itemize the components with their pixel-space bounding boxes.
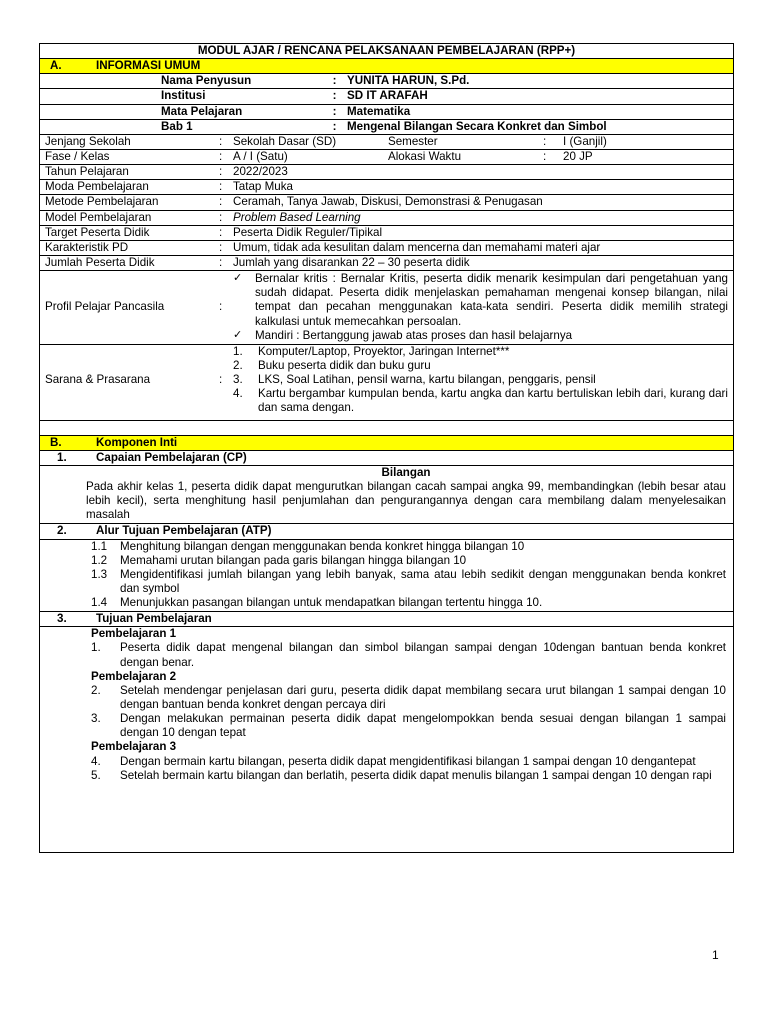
info-label: Model Pembelajaran (45, 210, 152, 224)
section-a-number: A. (50, 59, 62, 73)
info-label-2: Semester (388, 134, 438, 148)
info-value: Umum, tidak ada kesulitan dalam mencerna dan memahami materi ajar (233, 240, 601, 254)
tp-item-text: Dengan bermain kartu bilangan, peserta didik dapat mengidentifikasi bilangan 1 sampai dengan 10 dengantepat (120, 754, 696, 768)
info-value: Problem Based Learning (233, 210, 361, 224)
atp-item-text: Memahami urutan bilangan pada garis bilangan hingga bilangan 10 (120, 553, 467, 567)
sarana-colon: : (219, 373, 223, 387)
identity-colon: : (332, 74, 337, 88)
tp-item (91, 641, 726, 669)
check-icon: ✓ (233, 272, 243, 285)
atp-item (91, 568, 726, 596)
sarana-item (233, 359, 728, 373)
info-row-jumlah (40, 255, 734, 270)
info-colon: : (219, 195, 223, 209)
atp-item-number: 1.2 (91, 553, 108, 567)
rpp-table (39, 43, 734, 853)
tp-item-number: 1. (91, 641, 101, 655)
sarana-item-number: 3. (233, 373, 243, 387)
info-label: Karakteristik PD (45, 240, 129, 254)
tp-list (91, 641, 726, 669)
tp-list (91, 684, 726, 741)
identity-colon: : (332, 104, 337, 118)
tp-body (40, 627, 734, 853)
section-b-number: B. (50, 435, 62, 449)
tp-item (91, 769, 726, 783)
cp-header (40, 450, 734, 465)
section-b-label: Komponen Inti (96, 435, 178, 449)
sarana-list (233, 345, 728, 416)
tp-group-title: Pembelajaran 2 (91, 669, 177, 683)
tp-item (91, 712, 726, 740)
sarana-item (233, 373, 728, 387)
atp-item-text: Menunjukkan pasangan bilangan untuk mendapatkan bilangan tertentu hingga 10. (120, 596, 543, 610)
identity-value: Matematika (347, 104, 411, 118)
info-value: Tatap Muka (233, 180, 293, 194)
info-value: Sekolah Dasar (SD) (233, 134, 337, 148)
tp-item-number: 2. (91, 683, 101, 697)
tp-item-text: Setelah mendengar penjelasan dari guru, peserta didik dapat membilang secara urut bilangan 1 sampai dengan 10 dengan bantuan benda konkret dengan percaya diri (120, 683, 726, 712)
atp-item (91, 540, 726, 554)
identity-row (40, 74, 734, 89)
tp-item (91, 684, 726, 712)
identity-colon: : (332, 119, 337, 133)
atp-item-text: Menghitung bilangan dengan menggunakan benda konkret hingga bilangan 10 (120, 539, 525, 553)
info-value: A / I (Satu) (233, 149, 288, 163)
info-row-moda (40, 180, 734, 195)
profil-colon: : (219, 300, 223, 314)
info-row-tahun (40, 165, 734, 180)
atp-item-text: Mengidentifikasi jumlah bilangan yang lebih banyak, sama atau lebih sedikit dengan menggunakan benda konkret dan symbol (120, 567, 726, 595)
identity-value: SD IT ARAFAH (347, 89, 428, 103)
info-value: 2022/2023 (233, 165, 288, 179)
info-colon: : (219, 240, 223, 254)
tp-group-title: Pembelajaran 1 (91, 627, 177, 641)
profil-list (233, 272, 728, 343)
info-colon: : (219, 180, 223, 194)
identity-row (40, 89, 734, 104)
info-colon: : (219, 255, 223, 269)
cp-text: Pada akhir kelas 1, peserta didik dapat mengurutkan bilangan cacah sampai angka 99, membandingkan (lebih besar atau lebih kecil), serta menghitung hasil penjumlahan dan pengurangannya dengan cara membilang dalam menyelesaikan masalah (86, 479, 726, 522)
identity-label: Institusi (161, 89, 206, 103)
info-label: Metode Pembelajaran (45, 195, 159, 209)
info-row-metode (40, 195, 734, 210)
identity-row (40, 119, 734, 134)
sarana-item (233, 387, 728, 415)
section-a-header (40, 59, 734, 74)
tp-number: 3. (57, 612, 67, 626)
atp-item (91, 554, 726, 568)
info-label: Target Peserta Didik (45, 225, 150, 239)
info-row-karakter (40, 240, 734, 255)
identity-label: Nama Penyusun (161, 74, 252, 88)
sarana-item (233, 345, 728, 359)
profil-item-text: Bernalar kritis : Bernalar Kritis, peserta didik menarik kesimpulan dari pengetahuan yang sudah didapat. Peserta didik menjelaskan pemahaman mengenai konsep bilangan, nilai tempat dan pecahan menggunakan kata-kata sendiri. Peserta didik memilih strategi kalkulasi untuk memecahkan persoalan. (255, 272, 728, 328)
info-row-target (40, 225, 734, 240)
info-value-2: 20 JP (563, 149, 593, 163)
tp-item-number: 3. (91, 712, 101, 726)
identity-row (40, 104, 734, 119)
title-row (40, 44, 734, 59)
info-label-2: Alokasi Waktu (388, 149, 462, 163)
tp-item-text: Dengan melakukan permainan peserta didik dapat mengelompokkan benda sesuai dengan bilangan 1 sampai dengan 10 dengan tepat (120, 712, 726, 740)
info-label: Moda Pembelajaran (45, 180, 149, 194)
profil-item (233, 272, 728, 329)
check-icon: ✓ (233, 328, 243, 341)
profil-item (233, 329, 728, 343)
identity-value: YUNITA HARUN, S.Pd. (347, 74, 470, 88)
info-colon: : (219, 210, 223, 224)
info-label: Jenjang Sekolah (45, 134, 131, 148)
document-title: MODUL AJAR / RENCANA PELAKSANAAN PEMBELAJARAN (RPP+) (40, 44, 734, 59)
info-colon: : (219, 165, 223, 179)
sarana-item-text: Buku peserta didik dan buku guru (258, 358, 431, 372)
sarana-item-number: 2. (233, 358, 243, 372)
profil-row (40, 271, 734, 345)
sarana-item-number: 1. (233, 344, 243, 358)
page-number: 1 (712, 948, 719, 962)
info-label: Fase / Kelas (45, 149, 110, 163)
info-colon: : (219, 134, 223, 148)
section-b-header (40, 435, 734, 450)
tp-item-text: Peserta didik dapat mengenal bilangan dan simbol bilangan sampai dengan 10dengan bantuan benda konkret dengan benar. (120, 641, 726, 669)
info-label: Tahun Pelajaran (45, 165, 129, 179)
cp-subtitle: Bilangan (381, 465, 431, 479)
tp-label: Tujuan Pembelajaran (96, 612, 212, 626)
identity-value: Mengenal Bilangan Secara Konkret dan Simbol (347, 119, 607, 133)
section-a-label: INFORMASI UMUM (96, 59, 201, 73)
profil-label: Profil Pelajar Pancasila (45, 300, 165, 314)
identity-label: Mata Pelajaran (161, 104, 243, 118)
tp-header (40, 612, 734, 627)
info-value: Ceramah, Tanya Jawab, Diskusi, Demonstrasi & Penugasan (233, 195, 543, 209)
atp-item-number: 1.1 (91, 539, 108, 553)
info-colon: : (219, 225, 223, 239)
info-row-jenjang (40, 134, 734, 149)
atp-body (40, 539, 734, 612)
rpp-document (39, 43, 734, 853)
spacer-row (40, 420, 734, 435)
tp-item-text: Setelah bermain kartu bilangan dan berlatih, peserta didik dapat menulis bilangan 1 sampai dengan 10 dengan rapi (120, 768, 712, 782)
tp-item-number: 4. (91, 754, 101, 768)
tp-group-title: Pembelajaran 3 (91, 740, 177, 754)
info-value: Peserta Didik Reguler/Tipikal (233, 225, 383, 239)
sarana-item-text: Komputer/Laptop, Proyektor, Jaringan Internet*** (258, 344, 510, 358)
sarana-item-number: 4. (233, 387, 243, 401)
sarana-item-text: LKS, Soal Latihan, pensil warna, kartu bilangan, penggaris, pensil (258, 373, 596, 387)
info-label: Jumlah Peserta Didik (45, 255, 155, 269)
sarana-item-text: Kartu bergambar kumpulan benda, kartu angka dan kartu bertuliskan lebih dari, kurang dari dan sama dengan. (258, 387, 728, 415)
atp-item-number: 1.4 (91, 596, 108, 610)
cp-label: Capaian Pembelajaran (CP) (96, 450, 247, 464)
atp-number: 2. (57, 524, 67, 538)
info-row-model (40, 210, 734, 225)
info-value-2: I (Ganjil) (563, 134, 607, 148)
info-row-fase (40, 149, 734, 164)
atp-list (91, 540, 726, 611)
profil-item-text: Mandiri : Bertanggung jawab atas proses dan hasil belajarnya (255, 328, 573, 342)
atp-item-number: 1.3 (91, 567, 108, 581)
cp-number: 1. (57, 450, 67, 464)
sarana-label: Sarana & Prasarana (45, 373, 151, 387)
info-value: Jumlah yang disarankan 22 – 30 peserta didik (233, 255, 470, 269)
tp-list (91, 755, 726, 783)
cp-body (40, 465, 734, 524)
atp-item (91, 596, 726, 610)
tp-item-number: 5. (91, 768, 101, 782)
info-colon: : (219, 149, 223, 163)
info-colon: : (543, 149, 547, 163)
info-colon: : (543, 134, 547, 148)
tp-item (91, 755, 726, 769)
identity-colon: : (332, 89, 337, 103)
identity-label: Bab 1 (161, 119, 193, 133)
atp-header (40, 524, 734, 539)
sarana-row (40, 344, 734, 420)
atp-label: Alur Tujuan Pembelajaran (ATP) (96, 524, 272, 538)
